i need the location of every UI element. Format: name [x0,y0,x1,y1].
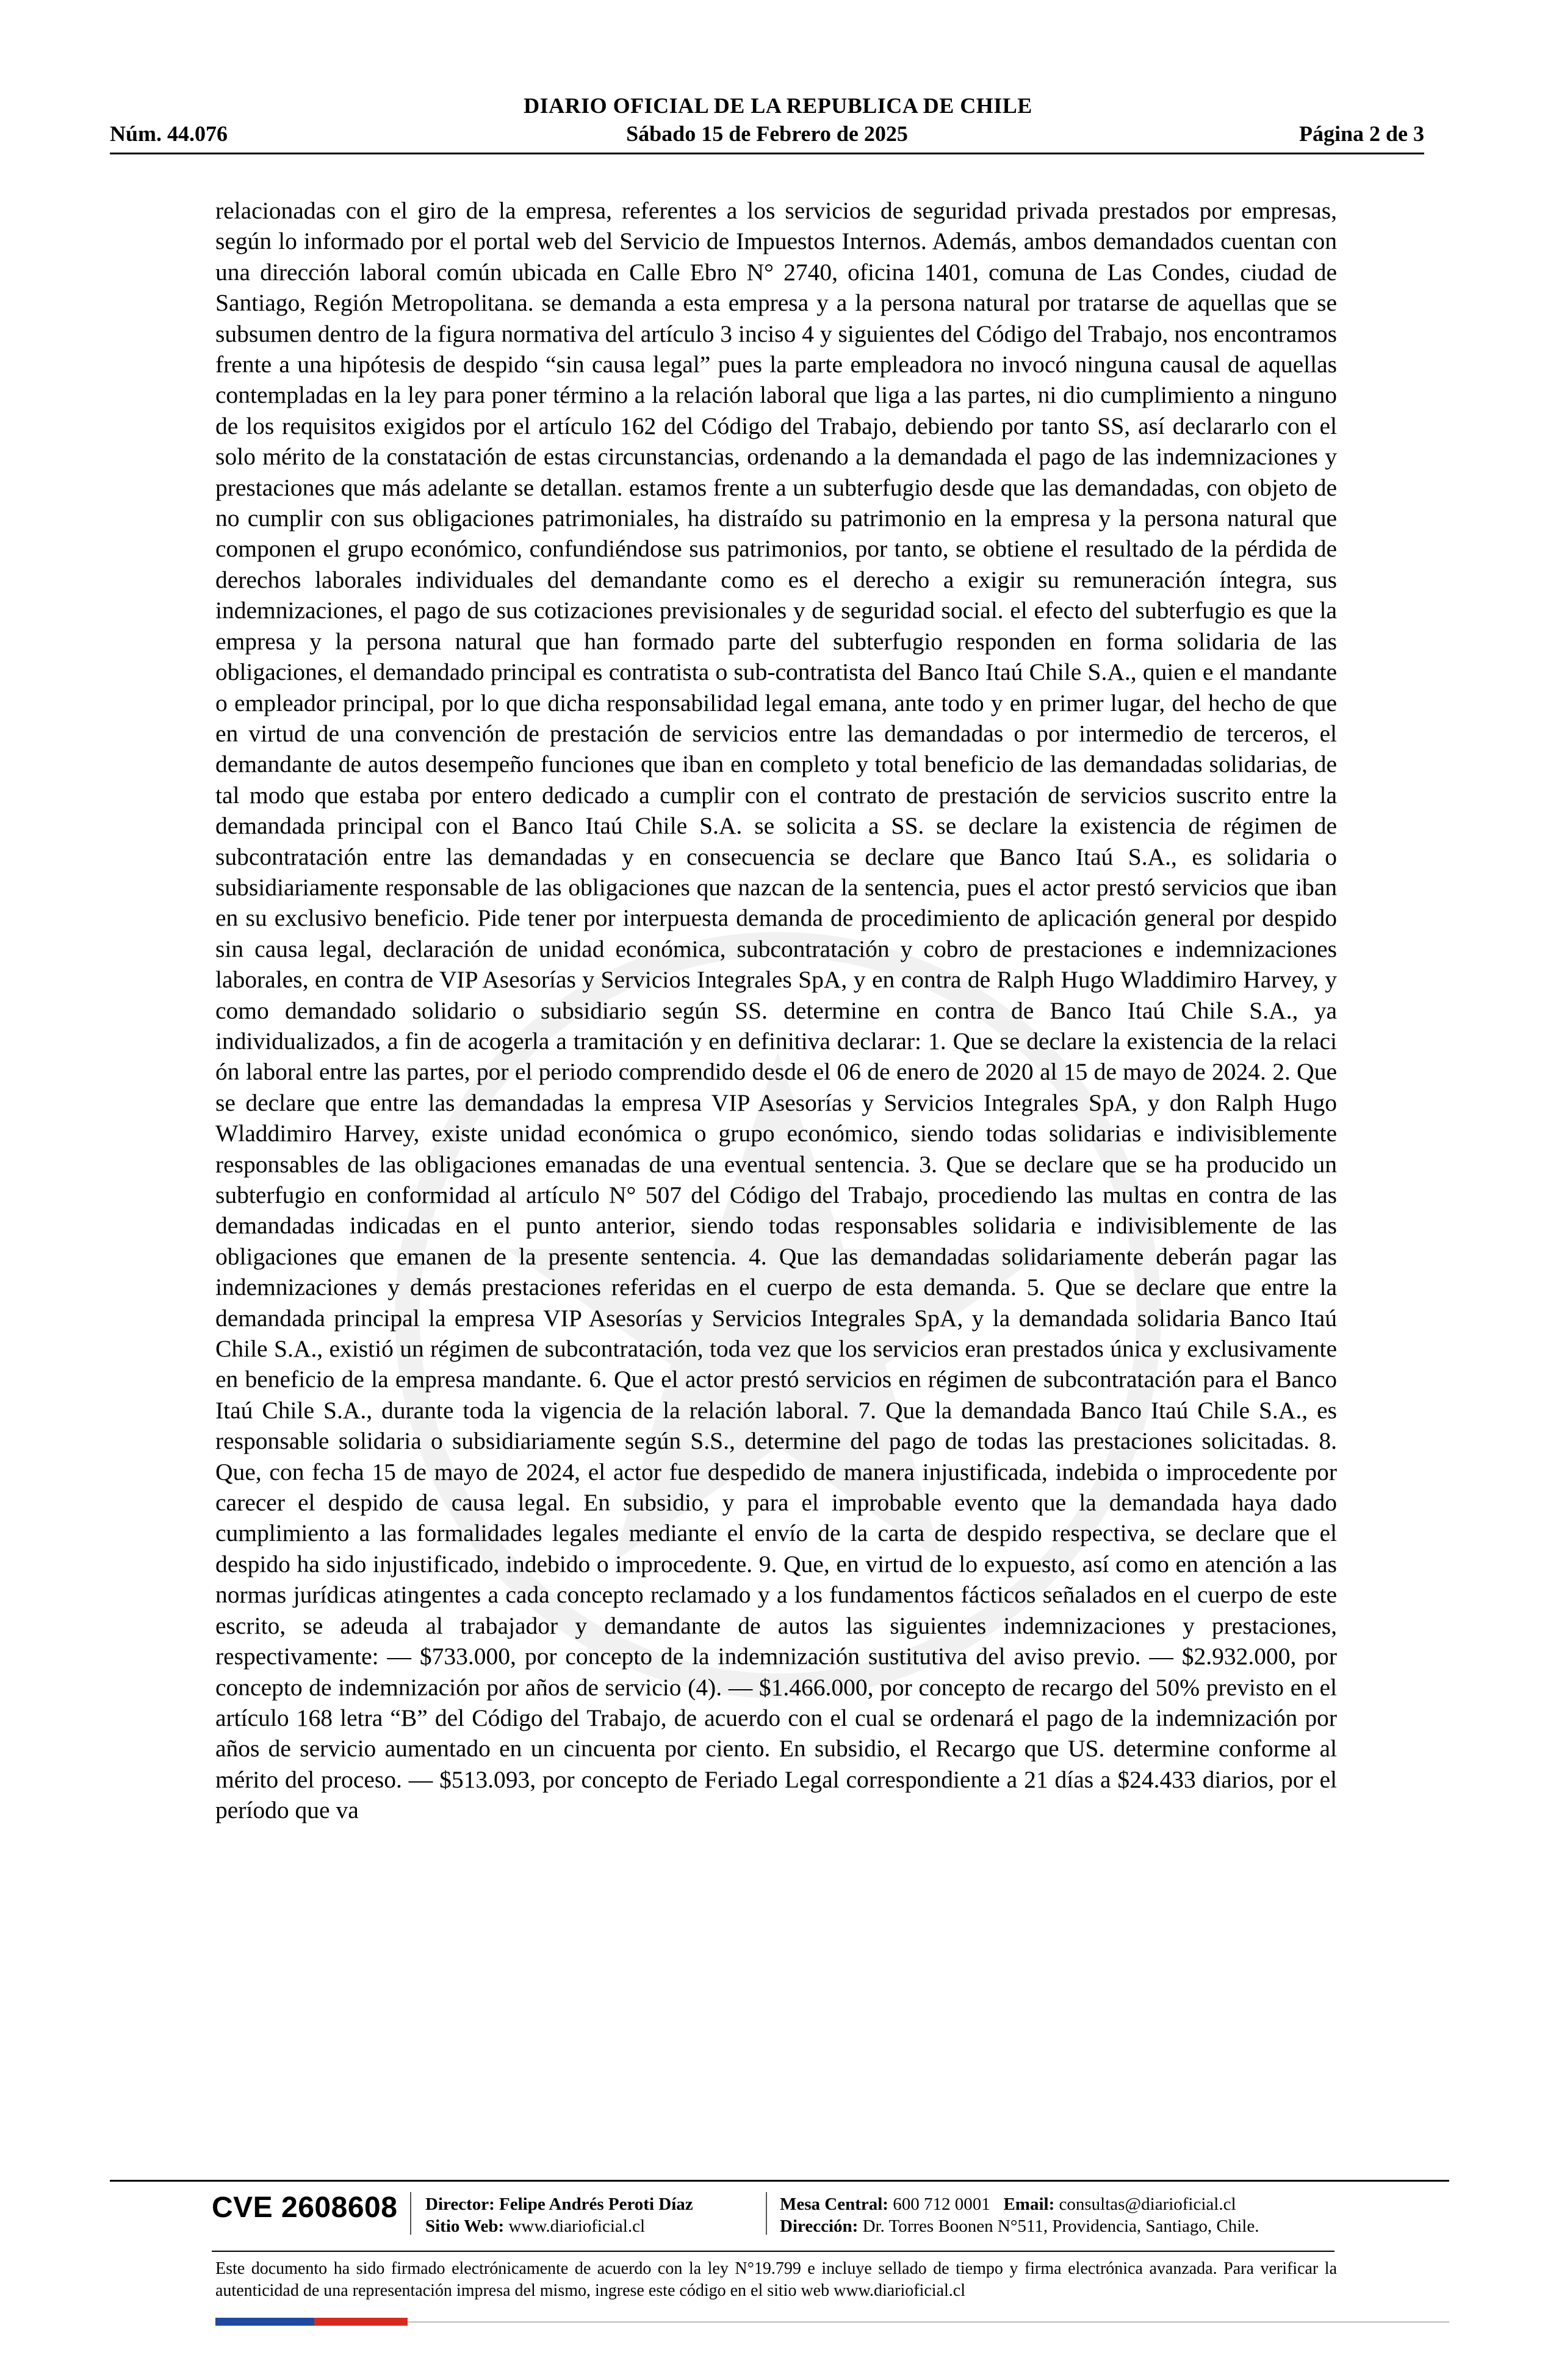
body-paragraph: relacionadas con el giro de la empresa, referentes a los servicios de seguridad privada prestados por empresas, según lo informado por el portal web del Servicio de Impuestos Internos. Además, ambos demandados cuentan con una dirección laboral común ubicada en Calle Ebro N° 2740, oficina 1401, comuna de Las Condes, ciudad de Santiago, Región Metropolitana. se demanda a esta empresa y a la persona natural por tratarse de aquellas que se subsumen dentro de la figura normativa del artículo 3 inciso 4 y siguientes del Código del Trabajo, nos encontramos frente a una hipótesis de despido “sin causa legal” pues la parte empleadora no invocó ninguna causal de aquellas contempladas en la ley para poner término a la relación laboral que liga a las partes, ni dio cumplimiento a ninguno de los requisitos exigidos por el artículo 162 del Código del Trabajo, debiendo por tanto SS, así declararlo con el solo mérito de la constatación de estas circunstancias, ordenando a la demandada el pago de las indemnizaciones y prestaciones que más adelante se detallan. estamos frente a un subterfugio desde que las demandadas, con objeto de no cumplir con sus obligaciones patrimoniales, ha distraído su patrimonio en la empresa y la persona natural que componen el grupo económico, confundiéndose sus patrimonios, por tanto, se obtiene el resultado de la pérdida de derechos laborales individuales del demandante como es el derecho a exigir su remuneración íntegra, sus indemnizaciones, el pago de sus cotizaciones previsionales y de seguridad social. el efecto del subterfugio es que la empresa y la persona natural que han formado parte del subterfugio responden en forma solidaria de las obligaciones, el demandado principal es contratista o sub-contratista del Banco Itaú Chile S.A., quien e el mandante o empleador principal, por lo que dicha responsabilidad legal emana, ante todo y en primer lugar, del hecho de que en virtud de una convención de prestación de servicios entre las demandadas o por intermedio de terceros, el demandante de autos desempeño funciones que iban en completo y total beneficio de las demandadas solidarias, de tal modo que estaba por entero dedicado a cumplir con el contrato de prestación de servicios suscrito entre la demandada principal con el Banco Itaú Chile S.A. se solicita a SS. se declare la existencia de régimen de subcontratación entre las demandadas y en consecuencia se declare que Banco Itaú S.A., es solidaria o subsidiariamente responsable de las obligaciones que nazcan de la sentencia, pues el actor prestó servicios que iban en su exclusivo beneficio. Pide tener por interpuesta demanda de procedimiento de aplicación general por despido sin causa legal, declaración de unidad económica, subcontratación y cobro de prestaciones e indemnizaciones laborales, en contra de VIP Asesorías y Servicios Integrales SpA, y en contra de Ralph Hugo Wladdimiro Harvey, y como demandado solidario o subsidiario según SS. determine en contra de Banco Itaú Chile S.A., ya individualizados, a fin de acogerla a tramitación y en definitiva declarar: 1. Que se declare la existencia de la relaci ón laboral entre las partes, por el periodo comprendido desde el 06 de enero de 2020 al 15 de mayo de 2024. 2. Que se declare que entre las demandadas la empresa VIP Asesorías y Servicios Integrales SpA, y don Ralph Hugo Wladdimiro Harvey, existe unidad económica o grupo económico, siendo todas solidarias e indivisiblemente responsables de las obligaciones emanadas de una eventual sentencia. 3. Que se declare que se ha producido un subterfugio en conformidad al artículo N° 507 del Código del Trabajo, procediendo las multas en contra de las demandadas indicadas en el punto anterior, siendo todas responsables solidaria e indivisiblemente de las obligaciones que emanen de la presente sentencia. 4. Que las demandadas solidariamente deberán pagar las indemnizaciones y demás prestaciones referidas en el cuerpo de esta demanda. 5. Que se declare que entre la demandada principal la empresa VIP Asesorías y Servicios Integrales SpA, y la demandada solidaria Banco Itaú Chile S.A., existió un régimen de subcontratación, toda vez que los servicios eran prestados única y exclusivamente en beneficio de la empresa mandante. 6. Que el actor prestó servicios en régimen de subcontratación para el Banco Itaú Chile S.A., durante toda la vigencia de la relación laboral. 7. Que la demandada Banco Itaú Chile S.A., es responsable solidaria o subsidiariamente según S.S., determine del pago de todas las prestaciones solicitadas. 8. Que, con fecha 15 de mayo de 2024, el actor fue despedido de manera injustificada, indebida o improcedente por carecer el despido de causa legal. En subsidio, y para el improbable evento que la demandada haya dado cumplimiento a las formalidades legales mediante el envío de la carta de despido respectiva, se declare que el despido ha sido injustificado, indebido o improcedente. 9. Que, en virtud de lo expuesto, así como en atención a las normas jurídicas atingentes a cada concepto reclamado y a los fundamentos fácticos señalados en el cuerpo de este escrito, se adeuda al trabajador y demandante de autos las siguientes indemnizaciones y prestaciones, respectivamente: — $733.000, por concepto de la indemnización sustitutiva del aviso previo. — $2.932.000, por concepto de indemnización por años de servicio (4). — $1.466.000, por concepto de recargo del 50% previsto en el artículo 168 letra “B” del Código del Trabajo, de acuerdo con el cual se ordenará el pago de la indemnización por años de servicio aumentado en un cincuenta por ciento. En subsidio, el Recargo que US. determine conforme al mérito del proceso. — $513.093, por concepto de Feriado Legal correspondiente a 21 días a $24.433 diarios, por el período que va [215,197,1337,1824]
chile-flag-stripe [215,2318,408,2326]
issue-number: Núm. 44.076 [110,121,228,146]
flag-blue-segment [215,2318,314,2326]
footer-separator [410,2192,411,2235]
newspaper-title: DIARIO OFICIAL DE LA REPUBLICA DE CHILE [524,93,1032,118]
email-label: Email: [1003,2194,1055,2214]
flag-red-segment [314,2318,408,2326]
footer-divider-bottom [408,2321,1449,2323]
footer-divider-top [110,2180,1449,2182]
page-number: Página 2 de 3 [1298,121,1424,146]
footer-contact-column [780,2193,1259,2237]
header-row [110,121,1424,150]
mesa-label: Mesa Central: [780,2194,888,2214]
address-value: Dr. Torres Boonen N°511, Providencia, Santiago, Chile. [862,2216,1259,2236]
email-link[interactable]: consultas@diarioficial.cl [1059,2194,1236,2214]
header-divider [110,153,1424,154]
footer-director-column [425,2193,693,2237]
footer-separator [766,2192,767,2235]
site-link[interactable]: www.diarioficial.cl [508,2216,646,2236]
cve-code: CVE 2608608 [212,2191,398,2224]
mesa-phone: 600 712 0001 [893,2194,990,2214]
footer-divider-mid [212,2251,1334,2252]
site-label: Sitio Web: [425,2216,505,2236]
legal-notice: Este documento ha sido firmado electrónicamente de acuerdo con la ley N°19.799 e incluye sellado de tiempo y firma electrónica avanzada. Para verificar la autenticidad de una representación impresa del mismo, ingrese este código en el sitio web www.diarioficial.cl [215,2259,1337,2300]
director-label: Director: [425,2194,495,2214]
issue-date: Sábado 15 de Febrero de 2025 [626,121,908,146]
director-name: Felipe Andrés Peroti Díaz [499,2194,693,2214]
article-body [215,195,1337,1826]
address-label: Dirección: [780,2216,859,2236]
